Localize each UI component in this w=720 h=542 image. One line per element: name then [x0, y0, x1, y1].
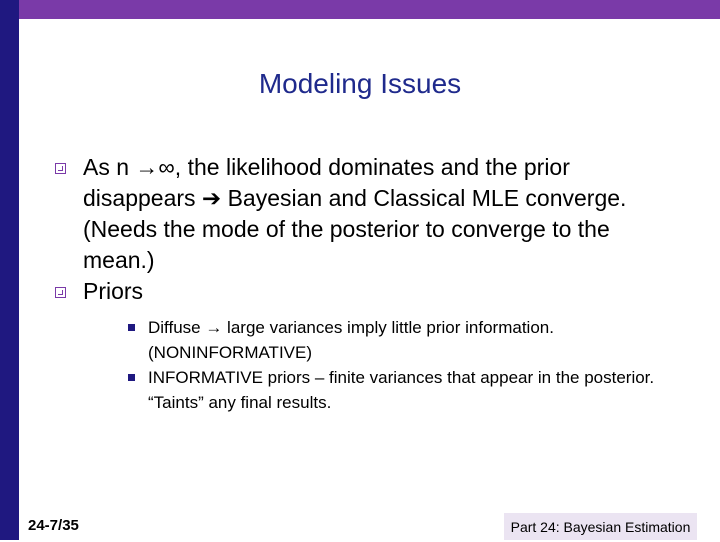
slide-number: 24-7/35 — [28, 517, 79, 534]
sub-bullet-list — [83, 315, 680, 415]
sub-bullet-item — [83, 315, 680, 365]
top-accent-bar — [0, 0, 720, 19]
square-bullet-icon — [55, 287, 66, 298]
sub-bullet-text: Diffuse → large variances imply little prior information. (NONINFORMATIVE) — [148, 318, 554, 362]
bullet-item — [50, 152, 680, 276]
bullet-list — [50, 152, 680, 415]
slide-title: Modeling Issues — [258, 68, 462, 99]
sub-bullet-text: INFORMATIVE priors – finite variances that appear in the posterior. “Taints” any final results. — [148, 368, 655, 412]
filled-square-bullet-icon — [128, 324, 135, 331]
bullet-text: As n →∞, the likelihood dominates and the prior disappears ➔ Bayesian and Classical MLE converge. (Needs the mode of the posterior to converge to the mean.) — [83, 154, 627, 273]
bullet-item — [50, 276, 680, 415]
filled-square-bullet-icon — [128, 374, 135, 381]
footer-label: Part 24: Bayesian Estimation — [504, 513, 697, 540]
bullet-text: Priors — [83, 278, 144, 304]
sub-bullet-item — [83, 365, 680, 415]
square-bullet-icon — [55, 163, 66, 174]
